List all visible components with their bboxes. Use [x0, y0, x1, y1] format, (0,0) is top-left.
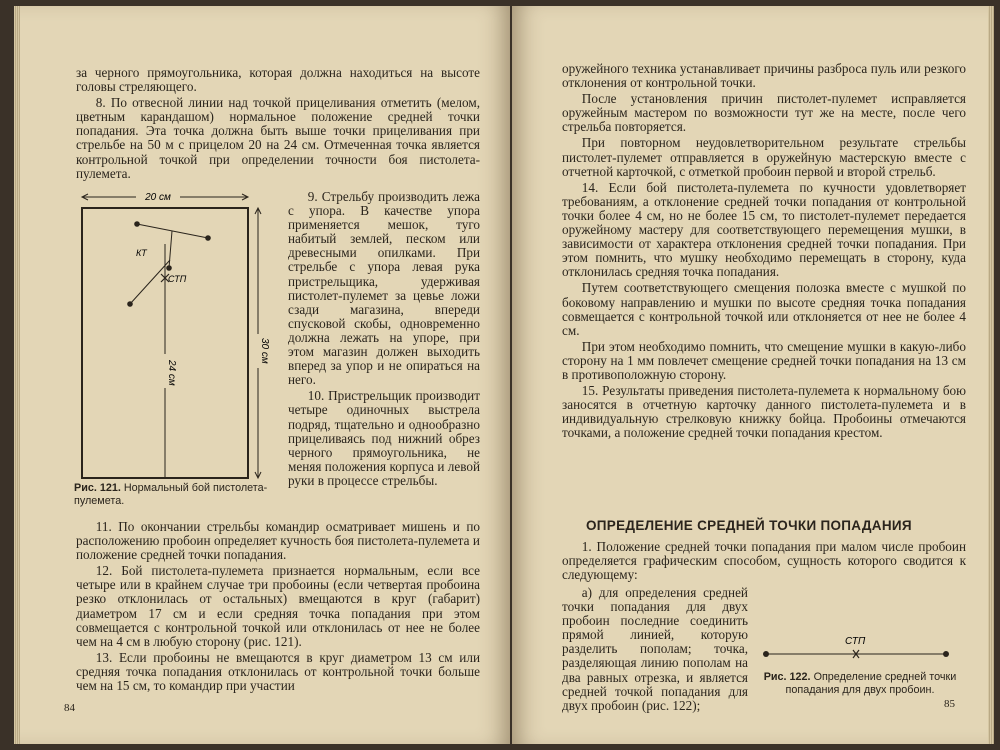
hit-mark — [763, 651, 769, 657]
width-label: 20 см — [145, 192, 171, 203]
paragraph: После установления причин пистолет-пулемет исправляется оружейным мастером по возможности тут же на месте, после чего стрельба повторяется. — [562, 91, 966, 135]
paragraph: 1. Положение средней точки попадания при малом числе пробоин определяется графическим способом, сущность которого сводится к следующему: — [562, 539, 966, 583]
page-edge — [988, 6, 994, 744]
paragraph: 15. Результаты приведения пистолета-пулемета к нормальному бою заносятся в отчетную карточку данного пистолета-пулемета и в индивидуальную стрелковую книжку бойца. Пробоины отмечаются точками, а положение средней точки попадания крестом. — [562, 383, 966, 441]
page-number: 84 — [64, 702, 75, 714]
caption-number: Рис. 122. — [763, 671, 811, 683]
right-text-top — [562, 62, 966, 440]
left-page — [14, 6, 510, 744]
paragraph: 8. По отвесной линии над точкой прицеливания отметить (мелом, цветным карандашом) нормальное положение средней точки попадания. Эта точка должна быть выше точки прицеливания при стрельбе на 50 м с прицелом 20 на 24 см. Отмеченная точка является контрольной точкой при определении точности боя пистолета-пулемета. — [76, 95, 480, 181]
height-30-label: 30 см — [259, 338, 270, 364]
paragraph: 10. Пристрельщик производит четыре одиночных выстрела подряд, тщательно и однообразно прицеливаясь под нижний обрез черного прямоугольника, не меняя положения корпуса и левой руки в процессе стрельбы. — [288, 388, 480, 488]
kt-label: КТ — [136, 248, 147, 258]
stp-label: СТП — [845, 636, 866, 647]
paragraph: 9. Стрельбу производить лежа с упора. В качестве упора применяется мешок, туго набитый землей, песком или древесными опилками. При стрельбе с упора левая рука пристрельщика, удерживая пистолет-пулемет за цевье ложи сзади магазина, впереди спусковой скобы, одновременно должна лежать на упоре, при этом магазин должен выходить вперед за упор и не опираться на него. — [288, 189, 480, 388]
paragraph: оружейного техника устанавливает причины разброса пуль или резкого отклонения от контрольной точки. — [562, 61, 966, 91]
paragraph: 12. Бой пистолета-пулемета признается нормальным, если все четыре или в крайнем случае три пробоины (если четвертая пробоина резко отклонилась от остальных) вмещаются в круг (габарит) диаметром 17 см и если средняя точка попадания при этом совмещается с контрольной точкой или отклонилась от нее не более чем на 4 см в любую сторону (рис. 121). — [76, 563, 480, 649]
figure-121 — [70, 184, 282, 484]
left-text-bottom — [76, 520, 480, 693]
paragraph: а) для определения средней точки попадания для двух пробоин последние соединить прямой линией, которую разделить пополам; точка, разделяющая линию пополам на два равных отрезка, и является средней точкой попадания для двух пробоин (рис. 122); — [562, 585, 748, 713]
caption-text: Нормальный бой пистолета-пулемета. — [74, 482, 268, 507]
section-heading: ОПРЕДЕЛЕНИЕ СРЕДНЕЙ ТОЧКИ ПОПАДАНИЯ — [586, 518, 912, 533]
two-hits-diagram — [756, 634, 966, 664]
figure-122-caption — [750, 671, 970, 697]
page-edge — [14, 6, 20, 744]
stp-label: СТП — [168, 274, 187, 284]
paragraph: Путем соответствующего смещения полозка вместе с мушкой по боковому направлению и мушки по высоте средняя точка попадания совмещается с контрольной точкой или отклоняется от нее не более 4 см. — [562, 280, 966, 338]
right-page — [512, 6, 994, 744]
paragraph: 11. По окончании стрельбы командир осматривает мишень и по расположению пробоин определяет кучность боя пистолета-пулемета и положение средней точки попадания. — [76, 519, 480, 563]
caption-text: Определение средней точки попадания для двух пробоин. — [785, 671, 957, 696]
paragraph: При повторном неудовлетворительном результате стрельбы пистолет-пулемет отправляется в оружейную мастерскую вместе с отчетной карточкой, с отметкой пробоин первой и второй стрельб. — [562, 135, 966, 179]
figure-121-caption — [74, 482, 270, 508]
left-text-side — [288, 190, 480, 488]
paragraph: за черного прямоугольника, которая должна находиться на высоте головы стреляющего. — [76, 65, 480, 95]
hit-mark — [943, 651, 949, 657]
paragraph: 13. Если пробоины не вмещаются в круг диаметром 13 см или средняя точка попадания отклонилась от контрольной точки больше чем на 15 см, то командир при участии — [76, 649, 480, 694]
target-diagram — [70, 184, 282, 484]
page-number: 85 — [944, 698, 955, 710]
paragraph: 14. Если бой пистолета-пулемета по кучности удовлетворяет требованиям, а отклонение средней точки попадания от контрольной точки более 4 см, но не более 15 см, то пистолет-пулемет передается оружейному мастеру для соответствующего перемещения мушки, в зависимости от характера отклонения средней точки попадания. При этом помнить, что мушку необходимо перемещать в сторону, куда отклонилась средняя точка попадания. — [562, 179, 966, 280]
left-text-top — [76, 66, 480, 181]
height-24-label: 24 см — [166, 360, 177, 386]
figure-122 — [756, 634, 966, 664]
paragraph: При этом необходимо помнить, что смещение мушки в какую-либо сторону на 1 мм повлечет смещение средней точки попадания на 13 см в противоположную сторону. — [562, 338, 966, 382]
right-text-mid — [562, 540, 966, 582]
caption-number: Рис. 121. — [74, 482, 121, 494]
